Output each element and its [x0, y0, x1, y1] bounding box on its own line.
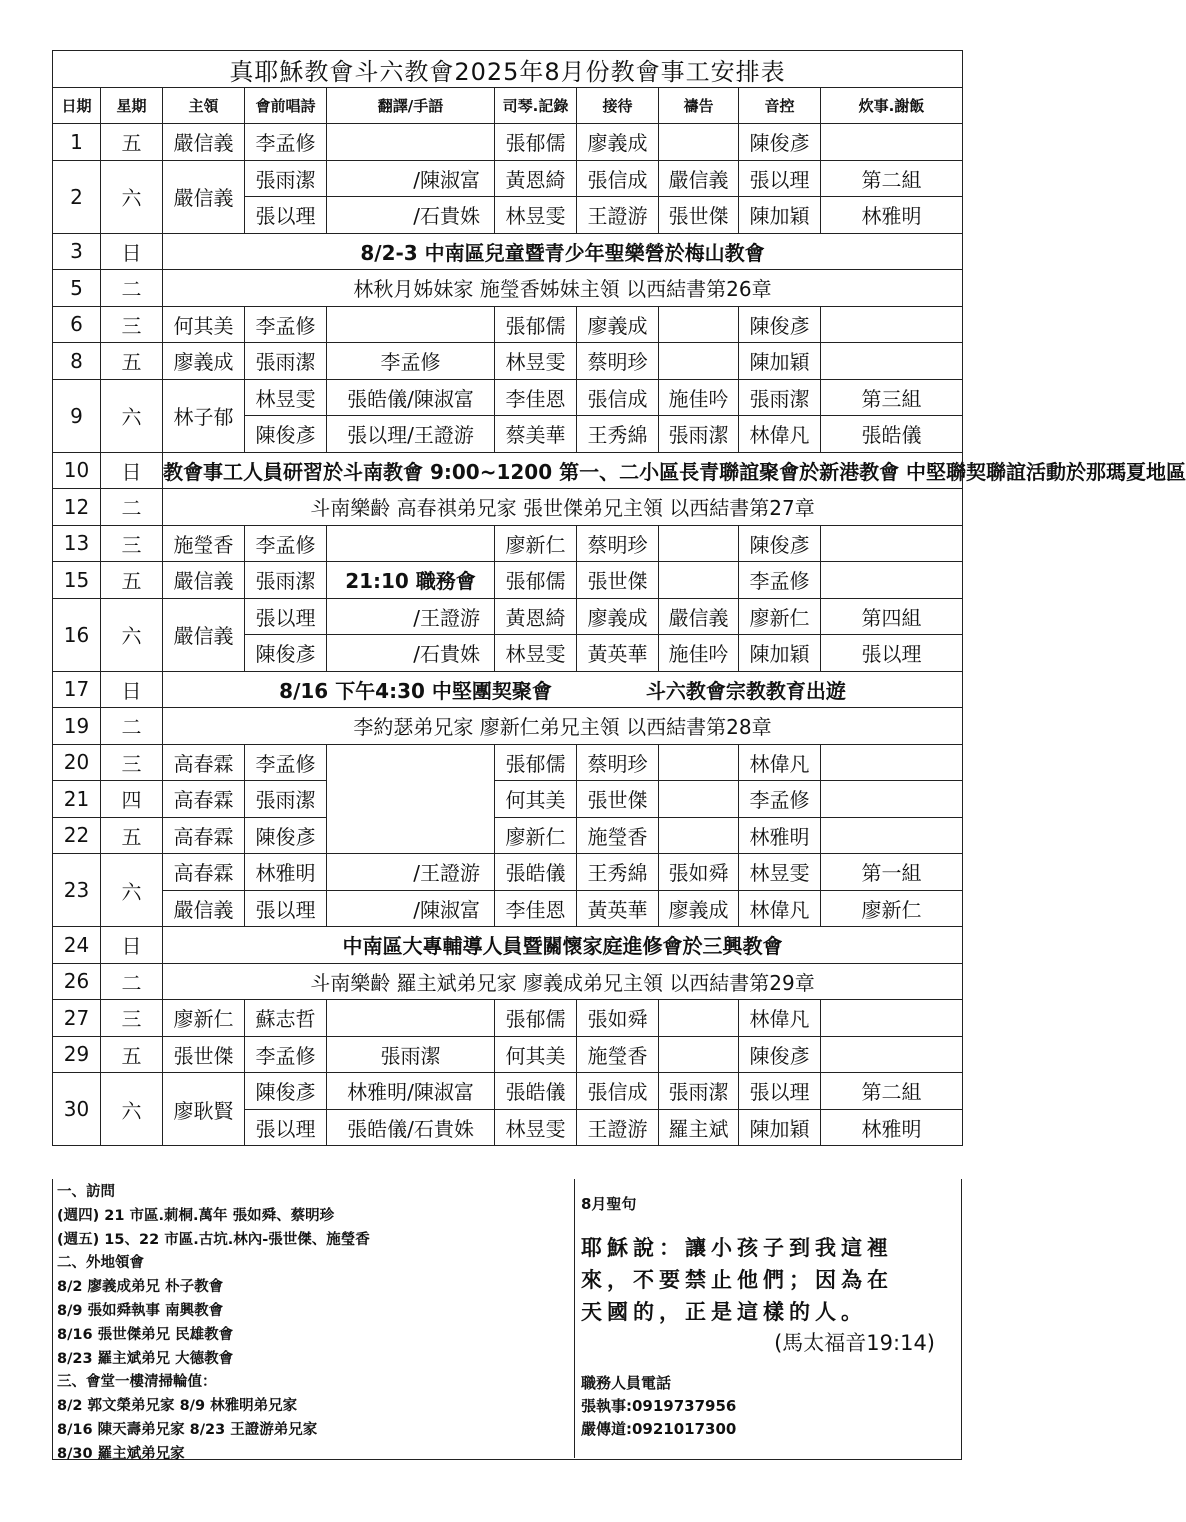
cell-singing: 李孟修: [245, 306, 327, 343]
cell-piano: 李佳恩: [495, 379, 577, 416]
cell-date: 13: [53, 525, 101, 562]
col-header: 日期: [53, 88, 101, 124]
cell-date: 24: [53, 927, 101, 964]
cell-leader: 何其美: [163, 306, 245, 343]
cell-translation: [327, 525, 495, 562]
notes-line: 8/16 陳天壽弟兄家 8/23 王證游弟兄家: [57, 1421, 318, 1438]
cell-meeting-note: 21:10 職務會: [327, 562, 495, 599]
cell-weekday: 二: [101, 270, 163, 307]
cell-weekday: 三: [101, 306, 163, 343]
cell-date: 17: [53, 671, 101, 708]
table-row: [53, 1036, 963, 1073]
cell-weekday: 日: [101, 452, 163, 489]
table-row: [53, 343, 963, 380]
notes-line: 二、外地領會: [57, 1255, 144, 1272]
cell-translation: /陳淑富: [327, 890, 495, 927]
cell-translation: 張皓儀/陳淑富: [327, 379, 495, 416]
cell-singing: 李孟修: [245, 525, 327, 562]
cell-meal: 林雅明: [821, 1109, 963, 1146]
cell-sound: 張雨潔: [739, 379, 821, 416]
cell-meal: 第三組: [821, 379, 963, 416]
cell-singing: 張以理: [245, 1109, 327, 1146]
cell-weekday: 六: [101, 160, 163, 233]
cell-leader: 嚴信義: [163, 598, 245, 671]
table-row: [53, 306, 963, 343]
cell-weekday: 日: [101, 233, 163, 270]
cell-translation: 林雅明/陳淑富: [327, 1073, 495, 1110]
cell-piano: 張皓儀: [495, 1073, 577, 1110]
cell-prayer: 張雨潔: [659, 416, 739, 453]
table-row: [53, 671, 963, 708]
cell-sound: 陳俊彥: [739, 525, 821, 562]
cell-weekday: 二: [101, 708, 163, 745]
verse-panel: [577, 1179, 961, 1458]
cell-translation: [327, 1000, 495, 1037]
verse-heading: 8月聖句: [581, 1195, 637, 1213]
cell-piano: 廖新仁: [495, 525, 577, 562]
cell-singing: 林雅明: [245, 854, 327, 891]
verse-line: 天國的，正是這樣的人。: [581, 1300, 867, 1324]
table-row: [53, 489, 963, 526]
cell-prayer: 張雨潔: [659, 1073, 739, 1110]
table-row: [53, 452, 963, 489]
cell-piano: 李佳恩: [495, 890, 577, 927]
table-row: [53, 817, 963, 854]
cell-piano: 何其美: [495, 781, 577, 818]
cell-date: 12: [53, 489, 101, 526]
cell-singing: 張以理: [245, 890, 327, 927]
verse-line: 來，不要禁止他們；因為在: [581, 1268, 893, 1292]
cell-sound: 張以理: [739, 1073, 821, 1110]
event-youth-meeting: 8/16 下午4:30 中堅團契聚會: [279, 678, 552, 703]
cell-prayer: [659, 343, 739, 380]
cell-meal: [821, 343, 963, 380]
cell-sound: 陳加穎: [739, 1109, 821, 1146]
event-cell: 李約瑟弟兄家 廖新仁弟兄主領 以西結書第28章: [163, 708, 963, 745]
cell-sound: 張以理: [739, 160, 821, 197]
cell-leader: 嚴信義: [163, 160, 245, 233]
cell-date: 19: [53, 708, 101, 745]
cell-sound: 陳加穎: [739, 197, 821, 234]
cell-sound: 林雅明: [739, 817, 821, 854]
cell-translation: /石貴姝: [327, 197, 495, 234]
cell-usher: 張信成: [577, 379, 659, 416]
cell-leader: 高春霖: [163, 781, 245, 818]
cell-meal: 第二組: [821, 1073, 963, 1110]
cell-translation: /石貴姝: [327, 635, 495, 672]
cell-singing: 陳俊彥: [245, 635, 327, 672]
cell-usher: 施瑩香: [577, 817, 659, 854]
cell-translation: /王證游: [327, 598, 495, 635]
event-cell: 8/2-3 中南區兒童暨青少年聖樂營於梅山教會: [163, 233, 963, 270]
cell-piano: 何其美: [495, 1036, 577, 1073]
event-cell: 林秋月姊妹家 施瑩香姊妹主領 以西結書第26章: [163, 270, 963, 307]
cell-usher: 黃英華: [577, 635, 659, 672]
cell-meal: 第一組: [821, 854, 963, 891]
cell-translation: /陳淑富: [327, 160, 495, 197]
col-header: 司琴.記錄: [495, 88, 577, 124]
event-cell: 斗南樂齡 高春祺弟兄家 張世傑弟兄主領 以西結書第27章: [163, 489, 963, 526]
cell-weekday: 五: [101, 343, 163, 380]
cell-usher: 張如舜: [577, 1000, 659, 1037]
cell-usher: 廖義成: [577, 306, 659, 343]
col-header: 禱告: [659, 88, 739, 124]
cell-meal: [821, 124, 963, 161]
cell-prayer: 廖義成: [659, 890, 739, 927]
cell-date: 22: [53, 817, 101, 854]
event-cell: 斗南樂齡 羅主斌弟兄家 廖義成弟兄主領 以西結書第29章: [163, 963, 963, 1000]
cell-singing: 陳俊彥: [245, 817, 327, 854]
phone-heading: 職務人員電話: [581, 1374, 672, 1392]
cell-usher: 張信成: [577, 1073, 659, 1110]
cell-meal: [821, 781, 963, 818]
cell-usher: 黃英華: [577, 890, 659, 927]
cell-sound: 陳俊彥: [739, 306, 821, 343]
cell-usher: 蔡明珍: [577, 744, 659, 781]
cell-usher: 張世傑: [577, 781, 659, 818]
cell-piano: 張皓儀: [495, 854, 577, 891]
cell-weekday: 五: [101, 124, 163, 161]
cell-translation: 李孟修: [327, 343, 495, 380]
cell-usher: 王證游: [577, 1109, 659, 1146]
cell-singing: 張以理: [245, 598, 327, 635]
cell-piano: 林昱雯: [495, 343, 577, 380]
cell-prayer: [659, 781, 739, 818]
cell-sound: 林偉凡: [739, 416, 821, 453]
table-row: [53, 927, 963, 964]
cell-weekday: 五: [101, 1036, 163, 1073]
cell-date: 21: [53, 781, 101, 818]
cell-singing: 蘇志哲: [245, 1000, 327, 1037]
cell-leader: 嚴信義: [163, 562, 245, 599]
cell-weekday: 六: [101, 379, 163, 452]
table-row: [53, 708, 963, 745]
cell-singing: 李孟修: [245, 744, 327, 781]
cell-date: 30: [53, 1073, 101, 1146]
cell-date: 2: [53, 160, 101, 233]
cell-prayer: 嚴信義: [659, 160, 739, 197]
table-row: [53, 379, 963, 416]
cell-prayer: 張世傑: [659, 197, 739, 234]
cell-prayer: [659, 1036, 739, 1073]
cell-usher: 王秀綿: [577, 854, 659, 891]
cell-weekday: 六: [101, 854, 163, 927]
cell-weekday: 三: [101, 1000, 163, 1037]
cell-prayer: [659, 525, 739, 562]
table-row: [53, 1073, 963, 1110]
cell-meal: [821, 1000, 963, 1037]
cell-leader: 嚴信義: [163, 124, 245, 161]
cell-leader: 廖義成: [163, 343, 245, 380]
cell-piano: 林昱雯: [495, 197, 577, 234]
notes-line: (週四) 21 市區.莿桐.萬年 張如舜、蔡明珍: [57, 1207, 335, 1224]
table-row: [53, 525, 963, 562]
cell-date: 23: [53, 854, 101, 927]
cell-sound: 陳加穎: [739, 635, 821, 672]
cell-leader: 高春霖: [163, 744, 245, 781]
cell-singing: 張雨潔: [245, 343, 327, 380]
cell-prayer: [659, 306, 739, 343]
table-row: [53, 1000, 963, 1037]
cell-date: 16: [53, 598, 101, 671]
cell-leader: 廖耿賢: [163, 1073, 245, 1146]
notes-list: [53, 1179, 575, 1462]
cell-sound: 陳俊彥: [739, 1036, 821, 1073]
cell-translation: /王證游: [327, 854, 495, 891]
cell-prayer: 張如舜: [659, 854, 739, 891]
page-title: 真耶穌教會斗六教會2025年8月份教會事工安排表: [53, 51, 963, 88]
cell-meal: 林雅明: [821, 197, 963, 234]
cell-weekday: 四: [101, 781, 163, 818]
notes-line: 8/30 羅主斌弟兄家: [57, 1445, 185, 1462]
cell-meal: 張以理: [821, 635, 963, 672]
cell-weekday: 二: [101, 963, 163, 1000]
cell-usher: 張世傑: [577, 562, 659, 599]
table-row: [53, 270, 963, 307]
event-outing: 斗六教會宗教教育出遊: [645, 678, 846, 703]
cell-date: 10: [53, 452, 101, 489]
cell-singing: 陳俊彥: [245, 416, 327, 453]
cell-singing: 張雨潔: [245, 160, 327, 197]
cell-date: 15: [53, 562, 101, 599]
cell-singing: 李孟修: [245, 124, 327, 161]
event-cell: [163, 671, 963, 708]
notes-line: 8/16 張世傑弟兄 民雄教會: [57, 1326, 234, 1343]
cell-usher: 蔡明珍: [577, 525, 659, 562]
notes-line: 8/2 廖義成弟兄 朴子教會: [57, 1279, 224, 1296]
cell-meal: [821, 1036, 963, 1073]
cell-singing: 陳俊彥: [245, 1073, 327, 1110]
cell-translation: [327, 124, 495, 161]
cell-leader: 林子郁: [163, 379, 245, 452]
table-row: [53, 124, 963, 161]
cell-piano: 張郁儒: [495, 1000, 577, 1037]
cell-piano: 林昱雯: [495, 635, 577, 672]
cell-date: 6: [53, 306, 101, 343]
col-header: 主領: [163, 88, 245, 124]
cell-leader: 張世傑: [163, 1036, 245, 1073]
cell-usher: 王秀綿: [577, 416, 659, 453]
event-cell: 中南區大專輔導人員暨關懷家庭進修會於三興教會: [163, 927, 963, 964]
table-row: [53, 744, 963, 781]
cell-leader: 嚴信義: [163, 890, 245, 927]
col-header: 會前唱詩: [245, 88, 327, 124]
cell-meal: 廖新仁: [821, 890, 963, 927]
cell-meal: [821, 306, 963, 343]
cell-meal: 第二組: [821, 160, 963, 197]
cell-piano: 張郁儒: [495, 306, 577, 343]
cell-singing: 張雨潔: [245, 562, 327, 599]
cell-weekday: 六: [101, 598, 163, 671]
cell-piano: 黃恩綺: [495, 160, 577, 197]
cell-sound: 陳加穎: [739, 343, 821, 380]
cell-sound: 林偉凡: [739, 1000, 821, 1037]
cell-usher: 廖義成: [577, 598, 659, 635]
cell-singing: 張雨潔: [245, 781, 327, 818]
cell-weekday: 二: [101, 489, 163, 526]
cell-piano: 蔡美華: [495, 416, 577, 453]
table-row: [53, 854, 963, 891]
cell-usher: 施瑩香: [577, 1036, 659, 1073]
notes-line: 8/9 張如舜執事 南興教會: [57, 1302, 224, 1319]
cell-meal: 張皓儀: [821, 416, 963, 453]
cell-date: 5: [53, 270, 101, 307]
cell-meal: [821, 817, 963, 854]
cell-piano: 張郁儒: [495, 562, 577, 599]
cell-usher: 廖義成: [577, 124, 659, 161]
cell-singing: 張以理: [245, 197, 327, 234]
table-row: [53, 233, 963, 270]
cell-translation: 張皓儀/石貴姝: [327, 1109, 495, 1146]
table-row: [53, 598, 963, 635]
col-header: 接待: [577, 88, 659, 124]
cell-weekday: 三: [101, 525, 163, 562]
cell-date: 3: [53, 233, 101, 270]
cell-leader: 高春霖: [163, 854, 245, 891]
table-row: [53, 781, 963, 818]
notes-line: 8/2 郭文榮弟兄家 8/9 林雅明弟兄家: [57, 1398, 298, 1415]
cell-weekday: 日: [101, 927, 163, 964]
cell-piano: 張郁儒: [495, 124, 577, 161]
cell-date: 20: [53, 744, 101, 781]
cell-weekday: 三: [101, 744, 163, 781]
notes-line: (週五) 15、22 市區.古坑.林內-張世傑、施瑩香: [57, 1231, 370, 1248]
col-header: 炊事.謝飯: [821, 88, 963, 124]
cell-translation: [327, 306, 495, 343]
cell-meal: 第四組: [821, 598, 963, 635]
schedule-table: [52, 50, 1186, 1146]
col-header: 音控: [739, 88, 821, 124]
cell-usher: 張信成: [577, 160, 659, 197]
cell-sound: 林偉凡: [739, 744, 821, 781]
table-row: [53, 890, 963, 927]
verse-reference: (馬太福音19:14): [774, 1331, 935, 1355]
education-week-label: [327, 744, 495, 854]
cell-date: 26: [53, 963, 101, 1000]
cell-sound: 李孟修: [739, 781, 821, 818]
phone-number: 嚴傳道:0921017300: [581, 1420, 737, 1438]
cell-sound: 陳俊彥: [739, 124, 821, 161]
notes-line: 三、會堂一樓清掃輪值：: [57, 1374, 217, 1391]
cell-date: 8: [53, 343, 101, 380]
cell-prayer: [659, 562, 739, 599]
table-row: [53, 160, 963, 197]
notes-panel: [52, 1179, 962, 1460]
cell-prayer: 施佳吟: [659, 379, 739, 416]
cell-sound: 林昱雯: [739, 854, 821, 891]
verse-line: 耶穌說：讓小孩子到我這裡: [581, 1236, 893, 1260]
cell-piano: 黃恩綺: [495, 598, 577, 635]
cell-meal: [821, 562, 963, 599]
cell-piano: 張郁儒: [495, 744, 577, 781]
cell-leader: 施瑩香: [163, 525, 245, 562]
cell-prayer: [659, 124, 739, 161]
header-row: [53, 88, 963, 124]
cell-sound: 廖新仁: [739, 598, 821, 635]
cell-piano: 廖新仁: [495, 817, 577, 854]
cell-meal: [821, 744, 963, 781]
cell-prayer: 嚴信義: [659, 598, 739, 635]
cell-usher: 蔡明珍: [577, 343, 659, 380]
event-cell: 教會事工人員研習於斗南教會 9:00~1200 第一、二小區長青聯誼聚會於新港教會 中堅聯契聯誼活動於那瑪夏地區: [163, 452, 963, 489]
cell-leader: 高春霖: [163, 817, 245, 854]
cell-weekday: 日: [101, 671, 163, 708]
cell-prayer: [659, 1000, 739, 1037]
cell-meal: [821, 525, 963, 562]
cell-singing: 李孟修: [245, 1036, 327, 1073]
table-row: [53, 562, 963, 599]
cell-prayer: 羅主斌: [659, 1109, 739, 1146]
cell-prayer: 施佳吟: [659, 635, 739, 672]
cell-piano: 林昱雯: [495, 1109, 577, 1146]
cell-usher: 王證游: [577, 197, 659, 234]
cell-leader: 廖新仁: [163, 1000, 245, 1037]
table-row: [53, 963, 963, 1000]
cell-prayer: [659, 817, 739, 854]
phone-number: 張執事:0919737956: [581, 1397, 737, 1415]
cell-weekday: 五: [101, 817, 163, 854]
cell-prayer: [659, 744, 739, 781]
cell-date: 27: [53, 1000, 101, 1037]
notes-line: 一、訪問: [57, 1184, 115, 1200]
cell-singing: 林昱雯: [245, 379, 327, 416]
cell-translation: 張雨潔: [327, 1036, 495, 1073]
cell-sound: 李孟修: [739, 562, 821, 599]
cell-translation: 張以理/王證游: [327, 416, 495, 453]
cell-weekday: 五: [101, 562, 163, 599]
notes-line: 8/23 羅主斌弟兄 大德教會: [57, 1350, 234, 1367]
cell-sound: 林偉凡: [739, 890, 821, 927]
cell-date: 29: [53, 1036, 101, 1073]
cell-weekday: 六: [101, 1073, 163, 1146]
cell-date: 1: [53, 124, 101, 161]
col-header: 星期: [101, 88, 163, 124]
cell-date: 9: [53, 379, 101, 452]
col-header: 翻譯/手語: [327, 88, 495, 124]
